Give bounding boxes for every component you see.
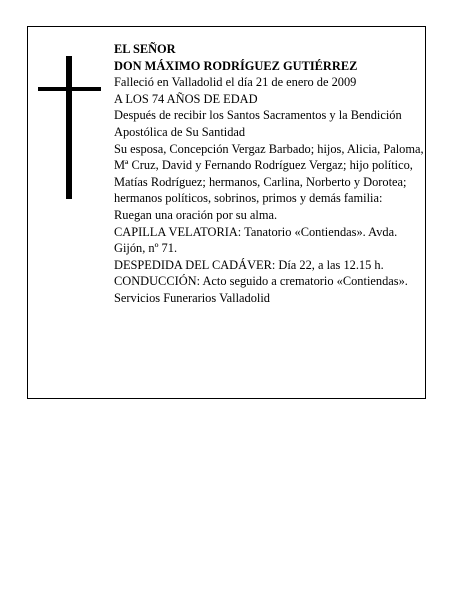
title-line-1: EL SEÑOR: [114, 42, 176, 56]
chapel-text: CAPILLA VELATORIA: Tanatorio «Contiendas». Avda. Gijón, nº 71.: [114, 224, 398, 256]
farewell-text: DESPEDIDA DEL CADÁVER: Día 22, a las 12.15 h.: [114, 257, 384, 272]
death-date-line: Falleció en Valladolid el día 21 de enero de 2009: [114, 75, 357, 90]
prayer-text: Ruegan una oración por su alma.: [114, 207, 278, 222]
deceased-name: DON MÁXIMO RODRÍGUEZ GUTIÉRREZ: [114, 58, 358, 73]
cross-horizontal-bar: [38, 87, 101, 91]
obituary-notice: [27, 26, 426, 399]
conduction-text: CONDUCCIÓN: Acto seguido a crematorio «Contiendas».: [114, 274, 408, 289]
cross-vertical-bar: [66, 56, 72, 199]
funeral-services-text: Servicios Funerarios Valladolid: [114, 290, 271, 305]
notice-text: [114, 41, 424, 307]
family-text: Su esposa, Concepción Vergaz Barbado; hijos, Alicia, Paloma, Mª Cruz, David y Fernando Rodríguez Vergaz; hijo político, Matías Rodríguez; hermanos, Carlina, Norberto y Dorotea; hermanos políticos, sobrinos, primos y demás familia:: [114, 141, 424, 206]
age-line: A LOS 74 AÑOS DE EDAD: [114, 91, 258, 106]
sacraments-text: Después de recibir los Santos Sacramentos y la Bendición Apostólica de Su Santidad: [114, 108, 402, 139]
